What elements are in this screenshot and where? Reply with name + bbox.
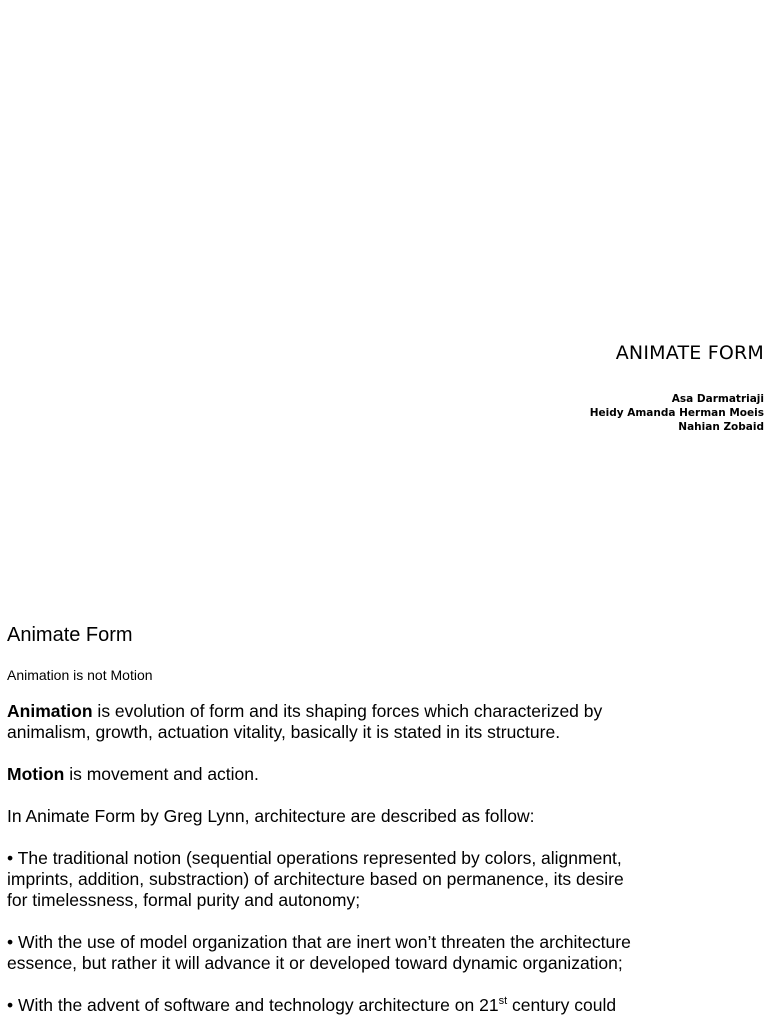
bullet-item: • With the use of model organization that are inert won’t threaten the architecture essence, but rather it will advance it or developed toward dynamic organization;: [7, 932, 631, 973]
slide-title: Animate Form: [7, 624, 133, 646]
ordinal-suffix: st: [498, 995, 508, 1008]
author-list: [590, 392, 764, 434]
bullet-item: [7, 995, 647, 1016]
motion-definition: [7, 764, 647, 785]
presentation-title: ANIMATE FORM: [615, 342, 764, 364]
author-name: Asa Darmatriaji: [671, 393, 764, 405]
content-slide: [7, 622, 647, 1016]
bullet-text-end: century could: [507, 995, 617, 1015]
intro-paragraph: In Animate Form by Greg Lynn, architecture are described as follow:: [7, 806, 535, 826]
animation-definition: [7, 701, 647, 743]
author-name: Heidy Amanda Herman Moeis: [589, 407, 764, 419]
author-name: Nahian Zobaid: [678, 421, 764, 433]
bullet-item: • The traditional notion (sequential operations represented by colors, alignment, imprints, addition, substraction) of architecture based on permanence, its desire for timelessness, formal purity and autonomy;: [7, 848, 624, 910]
animation-term: Animation: [7, 701, 93, 721]
animation-text: is evolution of form and its shaping forces which characterized by animalism, growth, actuation vitality, basically it is stated in its structure.: [7, 701, 603, 742]
motion-term: Motion: [7, 764, 65, 784]
bullet-text-start: • With the advent of software and technology architecture on 21: [7, 995, 499, 1015]
slide-subtitle: Animation is not Motion: [7, 667, 153, 683]
motion-text: is movement and action.: [64, 764, 259, 784]
